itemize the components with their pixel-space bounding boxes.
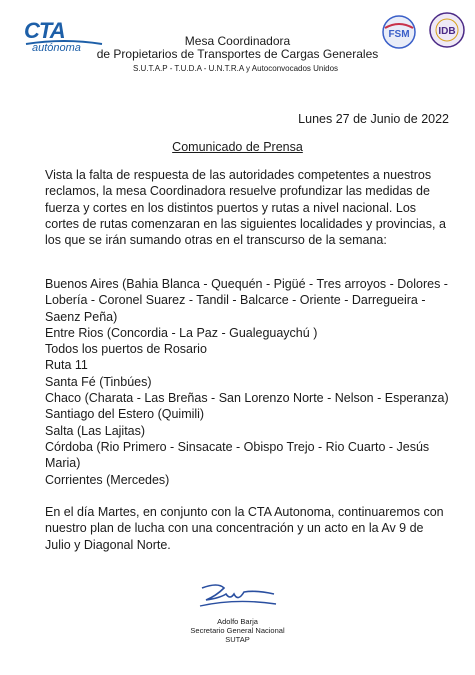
idb-logo — [428, 8, 466, 52]
document-date: Lunes 27 de Junio de 2022 — [298, 112, 449, 126]
header-title-line3: S.U.T.A.P - T.U.D.A - U.N.T.R.A y Autoconvocados Unidos — [132, 64, 339, 73]
paragraph-closing: En el día Martes, en conjunto con la CTA Autonoma, continuaremos con nuestro plan de lucha con una concentración y un acto en la Av 9 de Julio y Diagonal Norte. — [45, 505, 444, 552]
handwritten-signature — [196, 580, 278, 612]
signatory-role: Secretario General Nacional — [190, 626, 285, 635]
locations-list — [45, 276, 450, 488]
list-item: Corrientes (Mercedes) — [45, 472, 170, 487]
header-title-line2: de Propietarios de Transportes de Cargas Generales — [96, 47, 379, 61]
list-item: Entre Rios (Concordia - La Paz - Gualeguaychú ) — [45, 325, 318, 340]
paragraph-intro: Vista la falta de respuesta de las autoridades competentes a nuestros reclamos, la mesa Coordinadora resuelve profundizar las medidas de fuerza y cortes en los distintos puertos y rutas a nivel nacional. Los cortes de rutas comenzaran en las siguientes localidades y provincias, a los que se irán sumando otras en el transcurso de la semana: — [45, 168, 446, 248]
signatory-name: Adolfo Barja — [217, 617, 258, 626]
cta-logo-subtext: autónoma — [32, 42, 81, 54]
list-item: Salta (Las Lajitas) — [45, 423, 146, 438]
header-title-line1: Mesa Coordinadora — [184, 34, 291, 48]
signatory-org: SUTAP — [225, 635, 250, 644]
list-item: Santiago del Estero (Quimili) — [45, 407, 205, 422]
cta-logo-text: CTA — [24, 18, 65, 43]
list-item: Chaco (Charata - Las Breñas - San Lorenzo Norte - Nelson - Esperanza) — [45, 391, 449, 406]
list-item: Buenos Aires (Bahia Blanca - Quequén - Pigüé - Tres arroyos - Dolores - Lobería - Coronel Suarez - Tandil - Balcarce - Oriente - Darregueira - Saenz Peña) — [45, 277, 448, 324]
list-item: Córdoba (Rio Primero - Sinsacate - Obispo Trejo - Rio Cuarto - Jesús Maria) — [45, 439, 430, 471]
fsm-logo-text: FSM — [388, 29, 410, 40]
list-item: Santa Fé (Tinbúes) — [45, 374, 152, 389]
list-item: Ruta 11 — [45, 358, 88, 373]
fsm-logo — [379, 14, 419, 50]
list-item: Todos los puertos de Rosario — [45, 342, 207, 357]
document-heading: Comunicado de Prensa — [172, 140, 303, 154]
idb-logo-text: IDB — [438, 26, 456, 37]
